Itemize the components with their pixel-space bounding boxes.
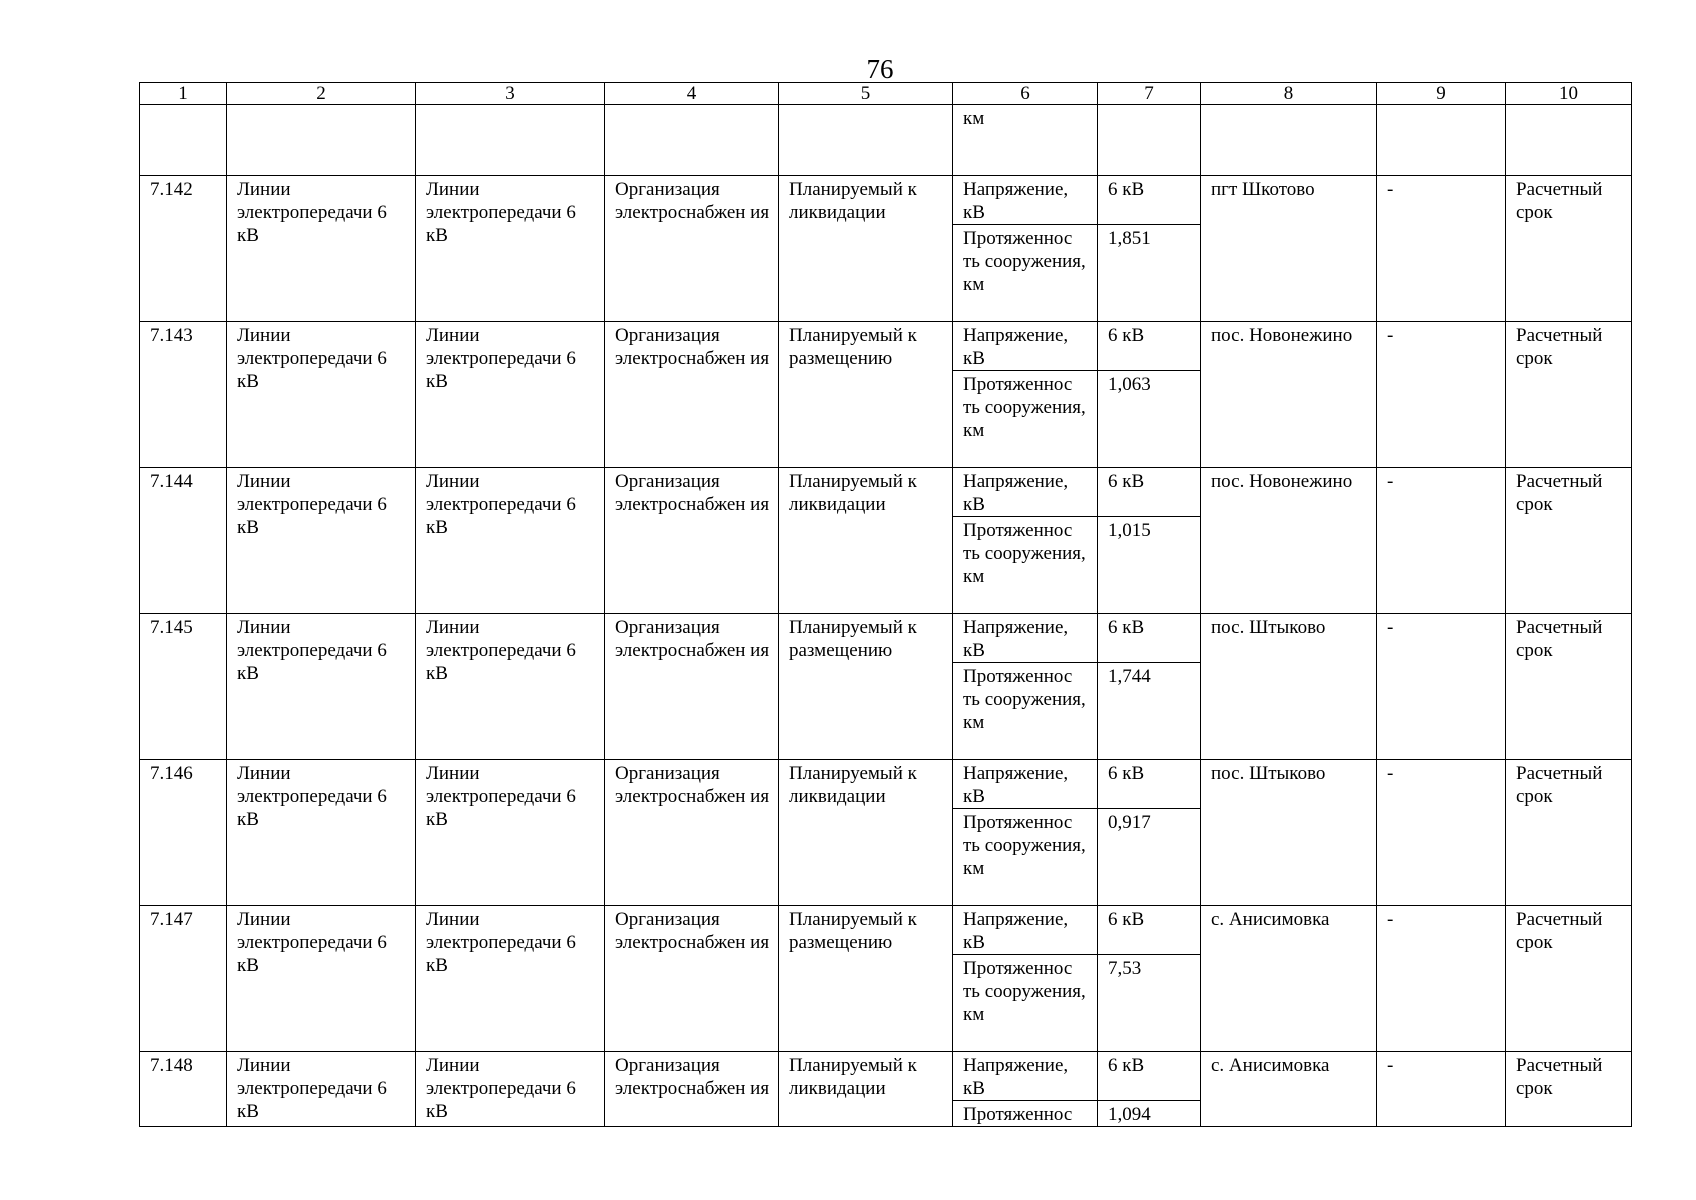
- table-cell: [140, 105, 227, 176]
- object-type-cell: Линии электропередачи 6 кВ: [227, 906, 416, 1052]
- object-type-cell: Линии электропередачи 6 кВ: [227, 322, 416, 468]
- status-cell: Планируемый к ликвидации: [779, 176, 953, 322]
- table-row: [140, 322, 1632, 371]
- page-number: 76: [866, 54, 894, 84]
- location-cell: пос. Новонежино: [1201, 468, 1377, 614]
- parameter-name-cell: Напряжение, кВ: [953, 614, 1098, 663]
- parameter-value-cell: 0,917: [1098, 809, 1201, 906]
- object-name-cell: Линии электропередачи 6 кВ: [416, 906, 605, 1052]
- infrastructure-table: [139, 82, 1632, 1127]
- status-cell: Планируемый к ликвидации: [779, 760, 953, 906]
- location-cell: пос. Штыково: [1201, 760, 1377, 906]
- parameter-value-cell: 1,094: [1098, 1101, 1201, 1127]
- row-number: 7.147: [140, 906, 227, 1052]
- parameter-name-cell: Протяженнос ть сооружения, км: [953, 517, 1098, 614]
- purpose-cell: Организация электроснабжен ия: [605, 1052, 779, 1127]
- zone-cell: -: [1377, 760, 1506, 906]
- table-cell: [1201, 105, 1377, 176]
- continuation-row: [140, 105, 1632, 176]
- purpose-cell: Организация электроснабжен ия: [605, 322, 779, 468]
- column-number: 5: [779, 83, 953, 105]
- row-number: 7.146: [140, 760, 227, 906]
- parameter-value-cell: 6 кВ: [1098, 1052, 1201, 1101]
- object-name-cell: Линии электропередачи 6 кВ: [416, 760, 605, 906]
- parameter-name-cell: Протяженнос ть сооружения, км: [953, 955, 1098, 1052]
- status-cell: Планируемый к размещению: [779, 906, 953, 1052]
- table-cell: [1098, 105, 1201, 176]
- column-number: 9: [1377, 83, 1506, 105]
- location-cell: пгт Шкотово: [1201, 176, 1377, 322]
- purpose-cell: Организация электроснабжен ия: [605, 614, 779, 760]
- parameter-name-cell: Протяженнос ть сооружения, км: [953, 225, 1098, 322]
- column-number: 2: [227, 83, 416, 105]
- object-type-cell: Линии электропередачи 6 кВ: [227, 1052, 416, 1127]
- parameter-name-cell: Напряжение, кВ: [953, 176, 1098, 225]
- table-cell: [1377, 105, 1506, 176]
- table-row: [140, 176, 1632, 225]
- parameter-value-cell: 1,851: [1098, 225, 1201, 322]
- purpose-cell: Организация электроснабжен ия: [605, 906, 779, 1052]
- status-cell: Планируемый к ликвидации: [779, 468, 953, 614]
- table-row: [140, 1052, 1632, 1101]
- object-name-cell: Линии электропередачи 6 кВ: [416, 322, 605, 468]
- zone-cell: -: [1377, 906, 1506, 1052]
- column-number-row: [140, 83, 1632, 105]
- location-cell: с. Анисимовка: [1201, 906, 1377, 1052]
- term-cell: Расчетный срок: [1506, 906, 1632, 1052]
- zone-cell: -: [1377, 614, 1506, 760]
- object-name-cell: Линии электропередачи 6 кВ: [416, 468, 605, 614]
- parameter-value-cell: 6 кВ: [1098, 760, 1201, 809]
- object-type-cell: Линии электропередачи 6 кВ: [227, 614, 416, 760]
- parameter-value-cell: 1,015: [1098, 517, 1201, 614]
- parameter-value-cell: 7,53: [1098, 955, 1201, 1052]
- table-row: [140, 906, 1632, 955]
- object-type-cell: Линии электропередачи 6 кВ: [227, 760, 416, 906]
- table-row: [140, 468, 1632, 517]
- term-cell: Расчетный срок: [1506, 1052, 1632, 1127]
- table-row: [140, 614, 1632, 663]
- object-name-cell: Линии электропередачи 6 кВ: [416, 1052, 605, 1127]
- parameter-value-cell: 1,744: [1098, 663, 1201, 760]
- zone-cell: -: [1377, 468, 1506, 614]
- object-name-cell: Линии электропередачи 6 кВ: [416, 176, 605, 322]
- parameter-value-cell: 6 кВ: [1098, 176, 1201, 225]
- parameter-value-cell: 6 кВ: [1098, 906, 1201, 955]
- table-cell: [416, 105, 605, 176]
- parameter-name-cell: Напряжение, кВ: [953, 906, 1098, 955]
- parameter-name-cell: Протяженнос ть сооружения, км: [953, 371, 1098, 468]
- parameter-name-cell: Протяженнос ть сооружения, км: [953, 663, 1098, 760]
- table-cell: [227, 105, 416, 176]
- column-number: 10: [1506, 83, 1632, 105]
- object-type-cell: Линии электропередачи 6 кВ: [227, 468, 416, 614]
- table-cell: [605, 105, 779, 176]
- table-row: [140, 760, 1632, 809]
- parameter-name-cell: Напряжение, кВ: [953, 322, 1098, 371]
- parameter-name-cell: Напряжение, кВ: [953, 468, 1098, 517]
- column-number: 3: [416, 83, 605, 105]
- location-cell: пос. Новонежино: [1201, 322, 1377, 468]
- purpose-cell: Организация электроснабжен ия: [605, 760, 779, 906]
- object-name-cell: Линии электропередачи 6 кВ: [416, 614, 605, 760]
- parameter-value-cell: 1,063: [1098, 371, 1201, 468]
- term-cell: Расчетный срок: [1506, 614, 1632, 760]
- parameter-name-cell: Напряжение, кВ: [953, 760, 1098, 809]
- row-number: 7.145: [140, 614, 227, 760]
- location-cell: пос. Штыково: [1201, 614, 1377, 760]
- parameter-name-cell: Протяженнос: [953, 1101, 1098, 1127]
- parameter-value-cell: 6 кВ: [1098, 614, 1201, 663]
- column-number: 1: [140, 83, 227, 105]
- term-cell: Расчетный срок: [1506, 176, 1632, 322]
- zone-cell: -: [1377, 322, 1506, 468]
- zone-cell: -: [1377, 176, 1506, 322]
- object-type-cell: Линии электропередачи 6 кВ: [227, 176, 416, 322]
- status-cell: Планируемый к ликвидации: [779, 1052, 953, 1127]
- parameter-name-cell: Протяженнос ть сооружения, км: [953, 809, 1098, 906]
- column-number: 6: [953, 83, 1098, 105]
- column-number: 4: [605, 83, 779, 105]
- param-unit-cell: км: [953, 105, 1098, 176]
- term-cell: Расчетный срок: [1506, 760, 1632, 906]
- term-cell: Расчетный срок: [1506, 322, 1632, 468]
- parameter-value-cell: 6 кВ: [1098, 468, 1201, 517]
- column-number: 7: [1098, 83, 1201, 105]
- purpose-cell: Организация электроснабжен ия: [605, 468, 779, 614]
- table-cell: [1506, 105, 1632, 176]
- location-cell: с. Анисимовка: [1201, 1052, 1377, 1127]
- status-cell: Планируемый к размещению: [779, 614, 953, 760]
- row-number: 7.142: [140, 176, 227, 322]
- row-number: 7.144: [140, 468, 227, 614]
- parameter-name-cell: Напряжение, кВ: [953, 1052, 1098, 1101]
- term-cell: Расчетный срок: [1506, 468, 1632, 614]
- row-number: 7.143: [140, 322, 227, 468]
- purpose-cell: Организация электроснабжен ия: [605, 176, 779, 322]
- row-number: 7.148: [140, 1052, 227, 1127]
- parameter-value-cell: 6 кВ: [1098, 322, 1201, 371]
- table-body: [140, 83, 1632, 1127]
- table-cell: [779, 105, 953, 176]
- column-number: 8: [1201, 83, 1377, 105]
- status-cell: Планируемый к размещению: [779, 322, 953, 468]
- zone-cell: -: [1377, 1052, 1506, 1127]
